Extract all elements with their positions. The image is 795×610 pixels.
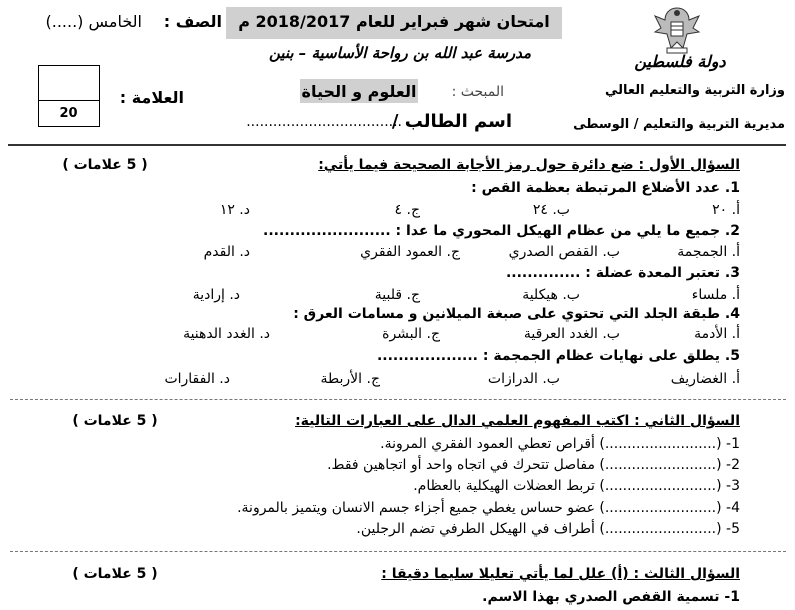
grade-value: الخامس (.....) <box>45 12 142 31</box>
q2-item-1[interactable]: 1- (.........................) أقراص تعطي العمود الفقري المرونة. <box>380 436 740 452</box>
q3-marks: ( 5 علامات ) <box>72 566 158 582</box>
q1-marks: ( 5 علامات ) <box>62 157 148 173</box>
student-name-label: اسم الطالب / <box>391 111 512 132</box>
mark-label[interactable]: العلامة : <box>119 88 184 107</box>
q1-item-2-option-c[interactable]: ج. العمود الفقري <box>360 244 460 260</box>
subject-label: المبحث : <box>451 84 504 100</box>
q1-item-2-option-d[interactable]: د. القدم <box>203 244 250 260</box>
school-name: مدرسة عبد الله بن رواحة الأساسية – بنين <box>268 44 532 62</box>
ministry-name: وزارة التربية والتعليم العالي <box>604 83 785 98</box>
q1-item-2-stem: 2. جميع ما يلي من عظام الهيكل المحوري ما عدا : ........................ <box>263 223 740 239</box>
q1-item-1-stem: 1. عدد الأضلاع المرتبطة بعظمة القص : <box>471 180 740 196</box>
q1-item-4-option-a[interactable]: أ. الأدمة <box>694 326 740 342</box>
q3-item-1: 1- تسمية القفص الصدري بهذا الاسم. <box>482 589 740 605</box>
directorate-name: مديرية التربية والتعليم / الوسطى <box>573 117 785 132</box>
q1-item-4-option-c[interactable]: ج. البشرة <box>382 326 440 342</box>
q1-divider <box>10 399 786 400</box>
q1-item-3-option-d[interactable]: د. إرادية <box>192 287 240 303</box>
q2-item-5[interactable]: 5- (.........................) أطراف في الهيكل الطرفي تضم الرجلين. <box>356 521 740 537</box>
mark-box-divider <box>38 100 99 101</box>
q2-divider <box>10 551 786 552</box>
q2-item-3[interactable]: 3- (.........................) تربط العضلات الهيكلية بالعظام. <box>413 478 740 494</box>
q1-item-5-option-b[interactable]: ب. الدرازات <box>487 371 560 387</box>
q1-item-3-option-a[interactable]: أ. ملساء <box>691 287 740 303</box>
q1-item-3-stem: 3. تعتبر المعدة عضلة : .............. <box>505 265 740 281</box>
subject-value: العلوم و الحياة <box>301 82 417 101</box>
q1-title: السؤال الأول : ضع دائرة حول رمز الأجابة الصحيحة فيما يأتي: <box>318 157 740 173</box>
country-name: دولة فلسطين <box>634 52 726 71</box>
q1-item-1-option-c[interactable]: ج. ٤ <box>394 202 420 218</box>
q1-item-1-option-a[interactable]: أ. ٢٠ <box>712 202 740 218</box>
student-name-field[interactable]: ................................... <box>246 114 402 130</box>
q1-item-3-option-c[interactable]: ج. قلبية <box>374 287 420 303</box>
q2-marks: ( 5 علامات ) <box>72 413 158 429</box>
q1-item-2-option-a[interactable]: أ. الجمجمة <box>677 244 740 260</box>
q1-item-5-option-c[interactable]: ج. الأربطة <box>320 371 380 387</box>
q1-item-5-option-a[interactable]: أ. الغضاريف <box>670 371 740 387</box>
q2-item-4[interactable]: 4- (.........................) عضو حساس يغطي جميع أجزاء جسم الانسان ويتميز بالمرونة. <box>237 500 740 516</box>
exam-title: امتحان شهر فبراير للعام 2018/2017 م <box>238 12 550 31</box>
q1-item-4-option-b[interactable]: ب. الغدد العرقية <box>523 326 620 342</box>
palestine-emblem-icon <box>651 4 703 54</box>
q1-item-4-stem: 4. طبقة الجلد التي تحتوي على صبغة الميلانين و مسامات العرق : <box>293 306 740 322</box>
q2-item-2[interactable]: 2- (.........................) مفاصل تتحرك في اتجاه واحد أو اتجاهين فقط. <box>327 457 740 473</box>
header-divider <box>8 144 786 146</box>
q1-item-5-stem: 5. يطلق على نهايات عظام الجمجمة : ................... <box>376 348 740 364</box>
q1-item-1-option-b[interactable]: ب. ٢٤ <box>532 202 570 218</box>
q1-item-4-option-d[interactable]: د. الغدد الدهنية <box>183 326 270 342</box>
grade-label: الصف : <box>163 12 222 31</box>
q3-title: السؤال الثالث : (أ) علل لما يأتي تعليلا سليما دقيقا : <box>381 566 740 582</box>
mark-total: 20 <box>59 106 78 121</box>
q1-item-5-option-d[interactable]: د. الفقارات <box>164 371 230 387</box>
q1-item-3-option-b[interactable]: ب. هيكلية <box>522 287 580 303</box>
q2-title: السؤال الثاني : اكتب المفهوم العلمي الدال على العبارات التالية: <box>295 413 740 429</box>
q1-item-2-option-b[interactable]: ب. القفص الصدري <box>508 244 620 260</box>
q1-item-1-option-d[interactable]: د. ١٢ <box>219 202 250 218</box>
